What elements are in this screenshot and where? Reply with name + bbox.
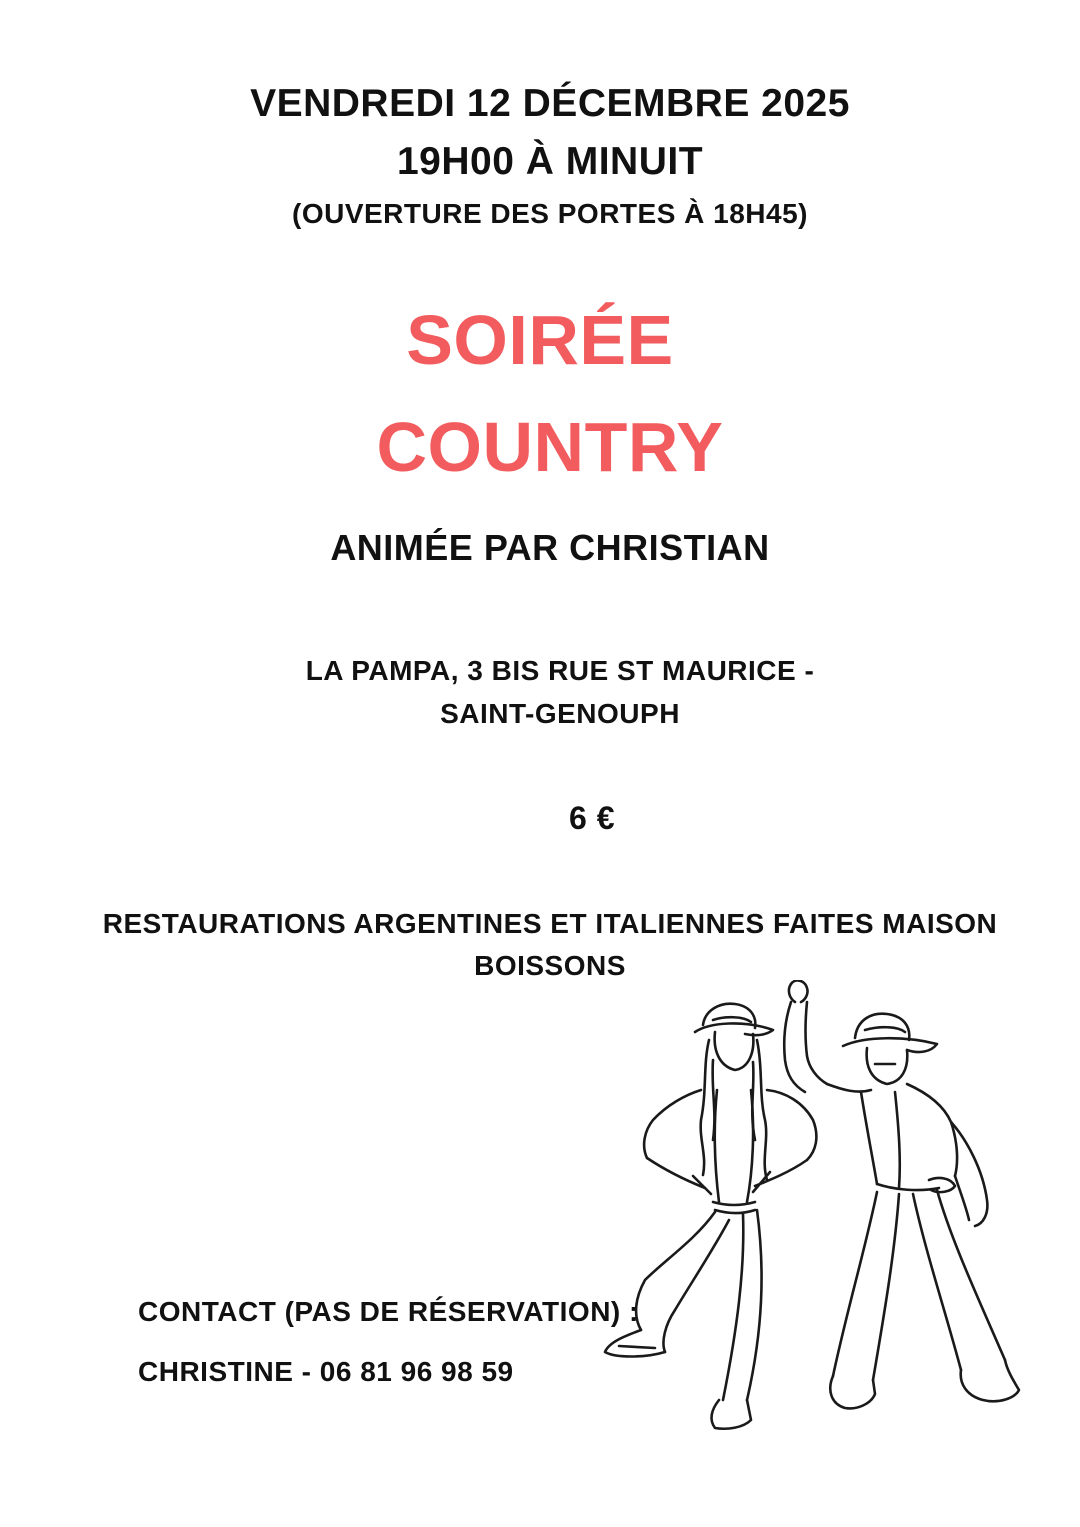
price: 6 €	[569, 800, 615, 836]
food-offer: RESTAURATIONS ARGENTINES ET ITALIENNES FAITES MAISON	[102, 908, 998, 939]
host-line: ANIMÉE PAR CHRISTIAN	[330, 527, 770, 568]
drinks-offer: BOISSONS	[474, 950, 626, 981]
contact-person: CHRISTINE - 06 81 96 98 59	[138, 1356, 514, 1387]
doors-opening: (OUVERTURE DES PORTES À 18H45)	[292, 198, 808, 229]
venue-line-2: SAINT-GENOUPH	[440, 698, 680, 729]
event-date: VENDREDI 12 DÉCEMBRE 2025	[250, 82, 850, 125]
title-line-2: COUNTRY	[376, 408, 724, 486]
contact-label: CONTACT (PAS DE RÉSERVATION) :	[138, 1296, 639, 1327]
venue-line-1: LA PAMPA, 3 BIS RUE ST MAURICE -	[305, 655, 815, 686]
line-dancers-illustration	[595, 980, 1045, 1450]
man-dancer	[784, 981, 1019, 1409]
event-time: 19H00 À MINUIT	[396, 140, 704, 183]
woman-dancer	[605, 1004, 816, 1429]
title-line-1: SOIRÉE	[406, 301, 674, 379]
